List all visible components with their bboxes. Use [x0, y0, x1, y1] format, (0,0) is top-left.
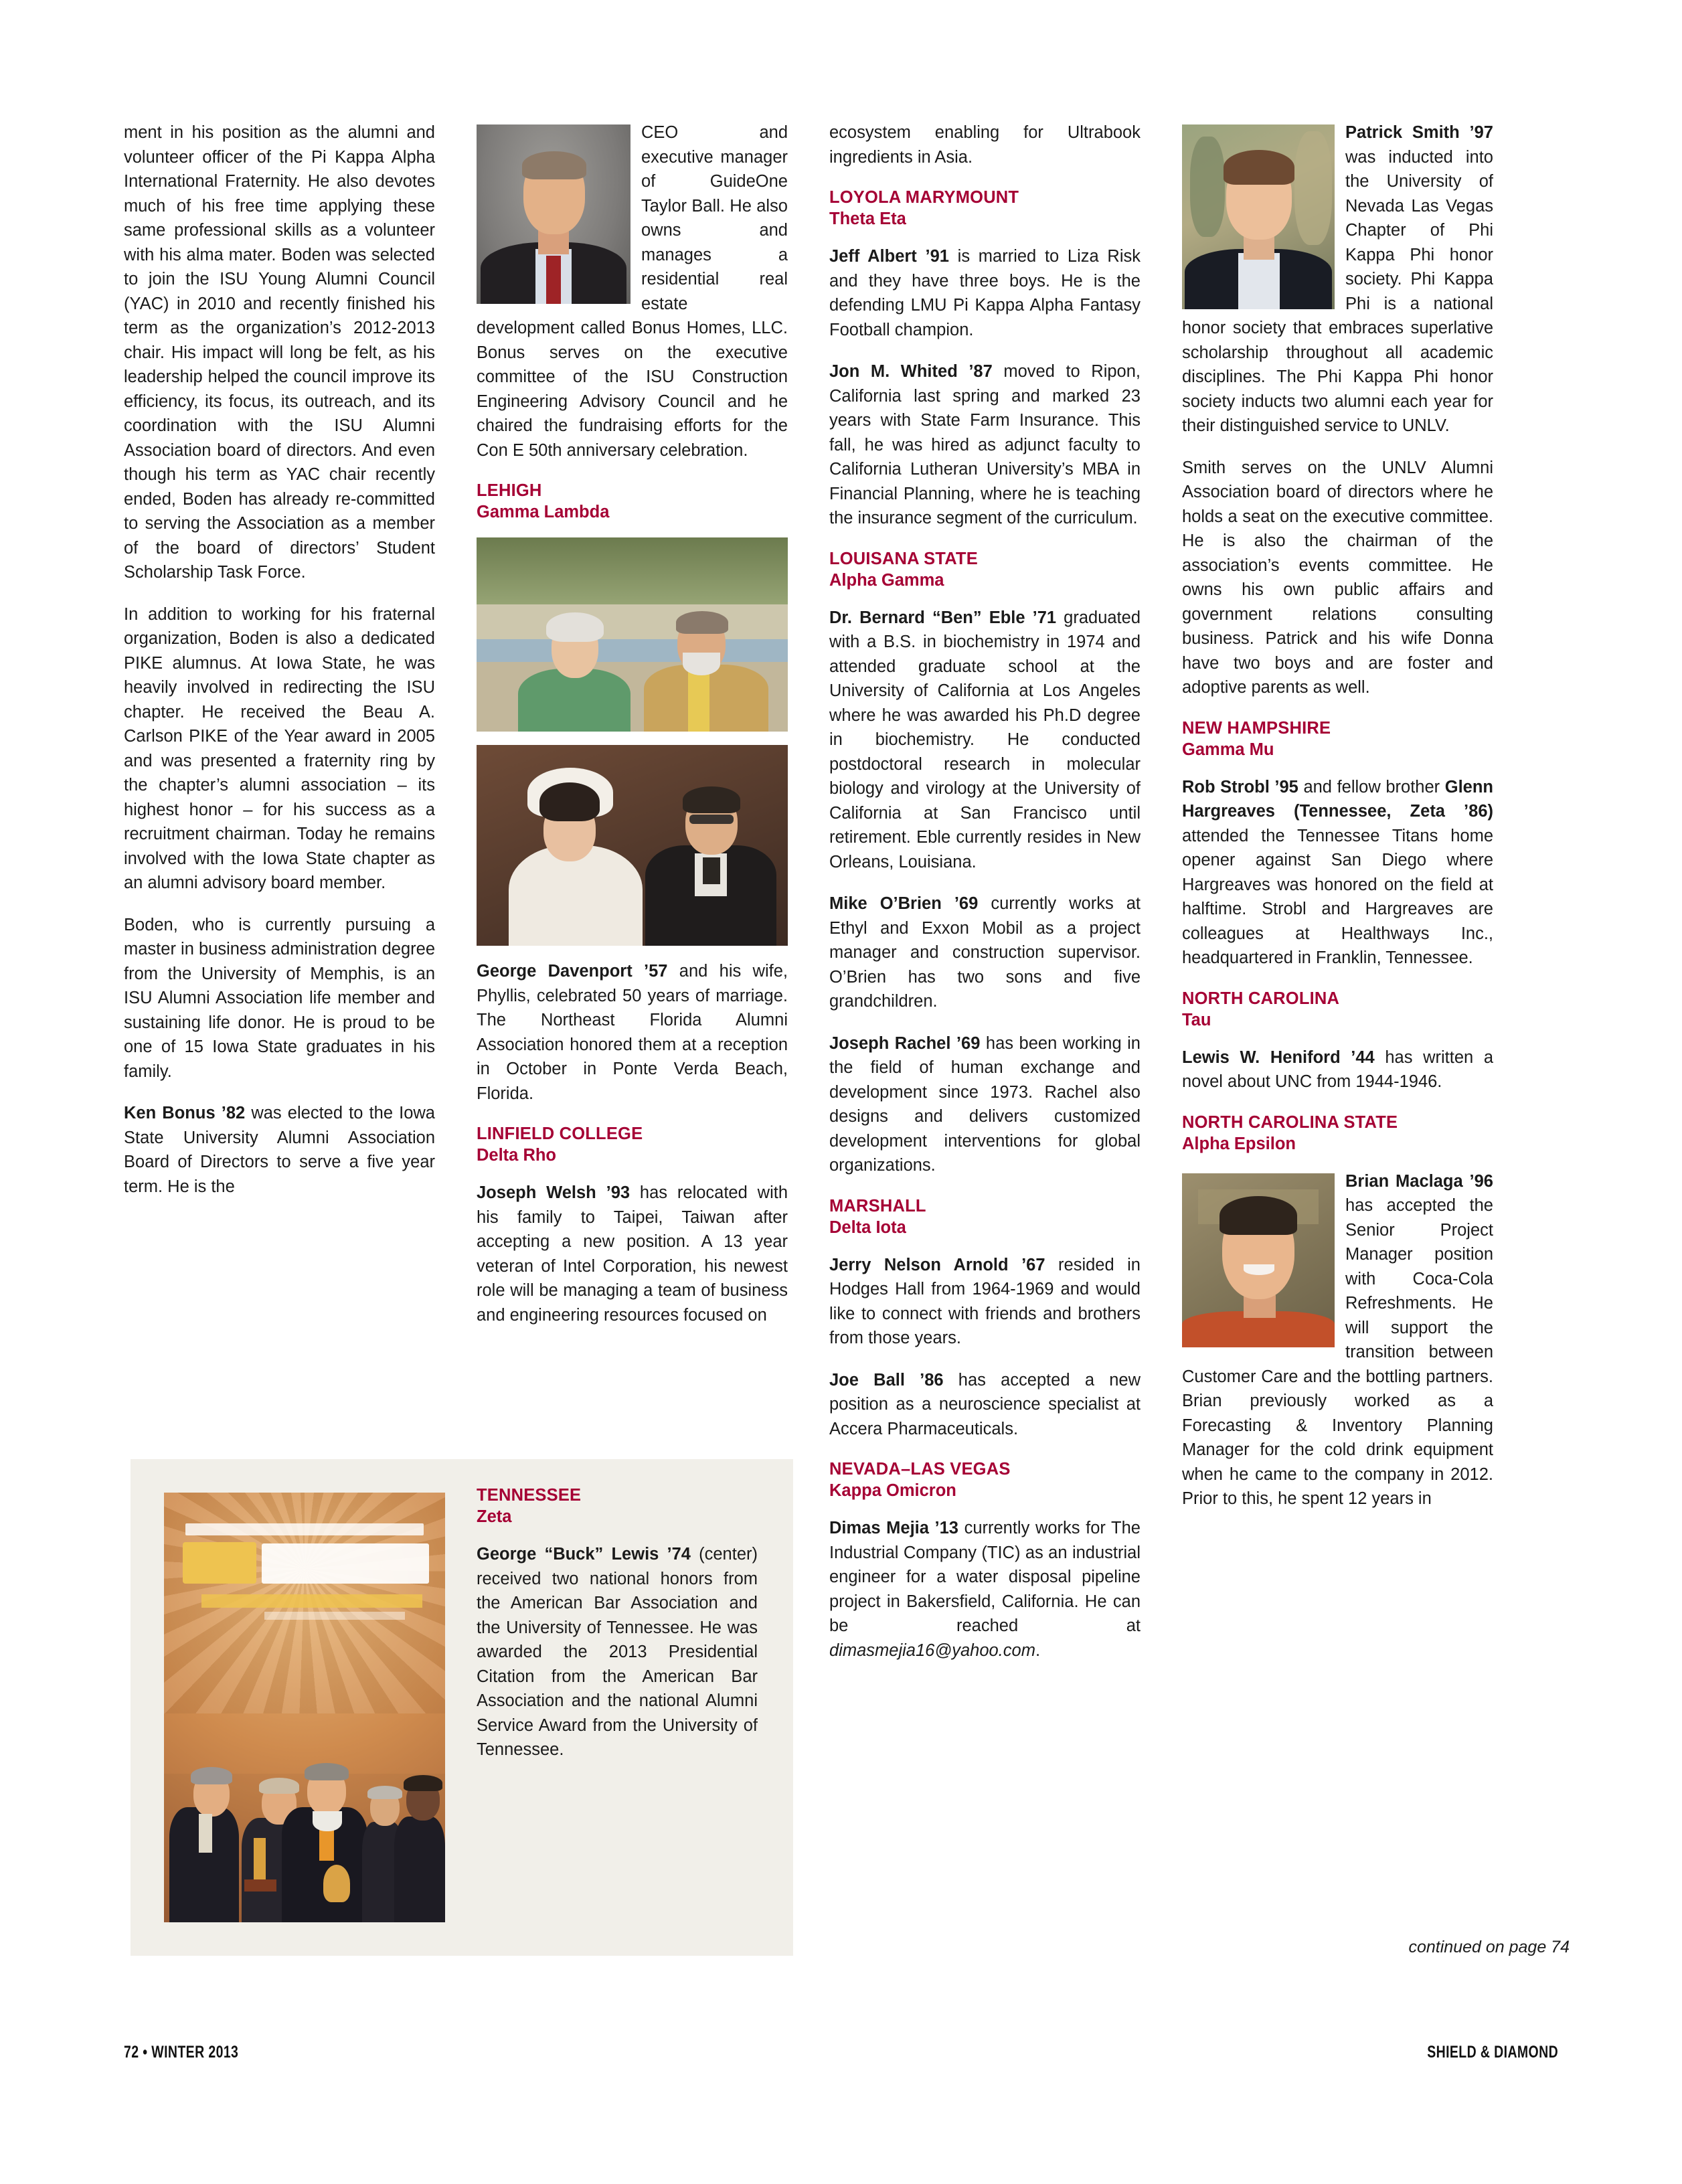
- chapter-heading-lehigh: [477, 480, 788, 523]
- paragraph-text: attended the Tennessee Titans home opener against San Diego where Hargreaves was honored on the field at halftime. Strobl and Hargreaves are colleagues at Healthways Inc., headquartered in Franklin, Tennessee.: [1182, 826, 1493, 967]
- paragraph: In addition to working for his fraternal organization, Boden is also a dedicated PIKE alumnus. At Iowa State, he was heavily involved in redirecting the ISU chapter. He received the Beau A. Carlson PIKE of the Year award in 2005 and was presented a fraternity ring by the chapter’s alumni association – its highest honor – for his success as a recruitment chairman. Today he remains involved with the Iowa State chapter as an alumni advisory board member.: [124, 604, 435, 892]
- paragraph: [829, 892, 1141, 1014]
- photo-banner-text: [185, 1523, 424, 1535]
- chapter-greek: Theta Eta: [829, 209, 906, 228]
- chapter-greek: Delta Iota: [829, 1217, 906, 1237]
- paragraph-text: graduated with a B.S. in biochemistry in 1974 and attended graduate school at the University of California at Los Angeles where he was awarded his Ph.D degree in biochemistry. He conducted postdoctoral research in molecular biology and virology at the University of California at San Francisco until retirement. Eble currently resides in New Orleans, Louisiana.: [829, 608, 1141, 871]
- paragraph-text: was inducted into the University of Nevada Las Vegas Chapter of Phi Kappa Phi honor society. Phi Kappa Phi is a national honor society that embraces superlative scholarship throughout all academic disciplines. The Phi Kappa Phi honor society inducts two alumni each year for their distinguished service to UNLV.: [1182, 147, 1493, 435]
- paragraph: Smith serves on the UNLV Alumni Association board of directors where he holds a seat on the executive committee. He is also the chairman of the association’s events committee. He owns his own public affairs and government relations consulting business. Patrick and his wife Donna have two boys and are foster and adoptive parents as well.: [1182, 458, 1493, 697]
- page-number-footer: 72 • WINTER 2013: [124, 2043, 239, 2062]
- paragraph: [477, 1542, 758, 1762]
- alumnus-name: Joseph Rachel ’69: [829, 1033, 981, 1053]
- paragraph: [124, 1101, 435, 1199]
- continued-note: continued on page 74: [1408, 1938, 1570, 1956]
- chapter-school: LOUISANA STATE: [829, 549, 978, 568]
- alumnus-name: Rob Strobl ’95: [1182, 777, 1298, 796]
- ken-bonus-photo: [477, 124, 630, 304]
- paragraph: ecosystem enabling for Ultrabook ingredients in Asia.: [829, 123, 1141, 167]
- paragraph: [829, 1253, 1141, 1351]
- chapter-school: NORTH CAROLINA STATE: [1182, 1112, 1398, 1132]
- paragraph: [829, 1516, 1141, 1663]
- paragraph-text: moved to Ripon, California last spring and marked 23 years with State Farm Insurance. This fall, he was hired as adjunct faculty to California Lutheran University’s MBA in Financial Planning, where he is teaching the insurance segment of the curriculum.: [829, 362, 1141, 527]
- paragraph-text: has accepted a new position as a neuroscience specialist at Accera Pharmaceuticals.: [829, 1370, 1141, 1438]
- paragraph: [477, 959, 788, 1106]
- chapter-heading-tennessee: [477, 1485, 758, 1527]
- email-address: dimasmejia16@yahoo.com: [829, 1641, 1035, 1660]
- paragraph-text: has been working in the field of human exchange and development since 1973. Rachel also designs and delivers customized development interventions for global organizations.: [829, 1033, 1141, 1175]
- paragraph-text: resided in Hodges Hall from 1964-1969 and would like to connect with friends and brothers from those years.: [829, 1255, 1141, 1347]
- chapter-school: LINFIELD COLLEGE: [477, 1124, 643, 1143]
- chapter-school: LEHIGH: [477, 481, 542, 500]
- davenport-wedding-photo: [477, 745, 788, 946]
- tennessee-feature-box: [131, 1459, 793, 1956]
- alumnus-name: Lewis W. Heniford ’44: [1182, 1047, 1375, 1067]
- chapter-heading-marshall: [829, 1195, 1141, 1238]
- alumnus-name: Jeff Albert ’91: [829, 247, 949, 266]
- paragraph-text: and fellow brother: [1298, 777, 1445, 796]
- paragraph: Boden, who is currently pursuing a master in business administration degree from the University of Memphis, is an ISU Alumni Association life member and sustaining life donor. He is proud to be one of 15 Iowa State graduates in his family.: [124, 915, 435, 1081]
- chapter-school: NEVADA–LAS VEGAS: [829, 1460, 1011, 1479]
- paragraph-text: has relocated with his family to Taipei, Taiwan after accepting a new position. A 13 year veteran of Intel Corporation, his newest role will be managing a team of business and engineering resources focused on: [477, 1183, 788, 1325]
- chapter-school: MARSHALL: [829, 1196, 926, 1215]
- column-1: [124, 120, 435, 1216]
- paragraph: ment in his position as the alumni and volunteer officer of the Pi Kappa Alpha International Fraternity. He also devotes much of his free time applying these same professional skills as a volunteer with his alma mater. Boden was selected to join the ISU Young Alumni Council (YAC) in 2010 and recently finished his term as the organization’s 2012-2013 chair. His impact will long be felt, as his leadership helped the council improve its efficiency, its focus, its outreach, and its coordination with the ISU Alumni Association board of directors. And even though his term as YAC chair recently ended, Boden has already re-committed to serving the Association as a member of the board of directors’ Student Scholarship Task Force.: [124, 123, 435, 582]
- alumnus-name: Joseph Welsh ’93: [477, 1183, 630, 1202]
- paragraph: [1182, 775, 1493, 971]
- alumnus-name: Patrick Smith ’97: [1345, 123, 1493, 142]
- alumnus-name: Brian Maclaga ’96: [1345, 1171, 1493, 1191]
- paragraph-text: currently works for The Industrial Company (TIC) as an industrial engineer for a water disposal pipeline project in Bakersfield, California. He can be reached at: [829, 1519, 1141, 1635]
- davenport-couple-photo: [477, 537, 788, 732]
- alumnus-name-2: Glenn Hargreaves (Tennessee, Zeta ’86): [1182, 777, 1493, 821]
- alumnus-name: Jon M. Whited ’87: [829, 362, 993, 381]
- paragraph-text: (center) received two national honors from the American Bar Association and the University of Tennessee. He was awarded the 2013 Presidential Citation from the American Bar Association and the national Alumni Service Award from the University of Tennessee.: [477, 1545, 758, 1759]
- chapter-heading-nevada-las-vegas: [829, 1458, 1141, 1501]
- chapter-greek: Kappa Omicron: [829, 1481, 956, 1500]
- chapter-heading-new-hampshire: [1182, 718, 1493, 760]
- alumnus-name: Ken Bonus ’82: [124, 1104, 246, 1122]
- chapter-greek: Alpha Epsilon: [1182, 1134, 1296, 1153]
- chapter-greek: Alpha Gamma: [829, 570, 944, 590]
- alumnus-name: Jerry Nelson Arnold ’67: [829, 1255, 1045, 1274]
- chapter-school: NORTH CAROLINA: [1182, 989, 1340, 1008]
- paragraph-text: and his wife, Phyllis, celebrated 50 years of marriage. The Northeast Florida Alumni Association honored them at a reception in October in Ponte Verda Beach, Florida.: [477, 962, 788, 1103]
- paragraph-text: is married to Liza Risk and they have three boys. He is the defending LMU Pi Kappa Alpha Fantasy Football champion.: [829, 247, 1141, 339]
- brian-maclaga-photo: [1182, 1173, 1335, 1347]
- column-3: [829, 120, 1141, 1663]
- paragraph-text: has written a novel about UNC from 1944-1946.: [1182, 1047, 1494, 1091]
- paragraph: [829, 1031, 1141, 1178]
- column-2: [477, 120, 788, 1327]
- chapter-greek: Delta Rho: [477, 1146, 557, 1165]
- paragraph-text: was elected to the Iowa State University Alumni Association Board of Directors to serve a five year term. He is the: [124, 1104, 435, 1196]
- chapter-heading-louisana-state: [829, 548, 1141, 591]
- alumnus-name: George “Buck” Lewis ’74: [477, 1545, 691, 1564]
- alumnus-name: Dimas Mejia ’13: [829, 1519, 958, 1537]
- paragraph-text: .: [1035, 1641, 1041, 1660]
- alumnus-name: Dr. Bernard “Ben” Eble ’71: [829, 608, 1057, 627]
- chapter-heading-nc-state: [1182, 1112, 1493, 1155]
- paragraph: [829, 244, 1141, 342]
- paragraph: [477, 1181, 788, 1327]
- column-4: [1182, 120, 1493, 1511]
- chapter-school: NEW HAMPSHIRE: [1182, 718, 1331, 738]
- alumnus-name: George Davenport ’57: [477, 962, 668, 981]
- tennessee-text-block: [477, 1485, 758, 1762]
- paragraph: [829, 606, 1141, 875]
- chapter-heading-linfield: [477, 1123, 788, 1166]
- alumnus-name: Mike O’Brien ’69: [829, 894, 979, 913]
- chapter-greek: Tau: [1182, 1010, 1211, 1029]
- paragraph: [1182, 1045, 1493, 1094]
- alumnus-name: Joe Ball ’86: [829, 1370, 944, 1390]
- paragraph-text: has accepted the Senior Project Manager position with Coca-Cola Refreshments. He will support the transition between Customer Care and the bottling partners. Brian previously worked as a Forecasting & Inventory Planning Manager for the cold drink equipment when he came to the company in 2012. Prior to this, he spent 12 years in: [1182, 1196, 1493, 1508]
- chapter-school: TENNESSEE: [477, 1486, 582, 1505]
- paragraph: [829, 1368, 1141, 1442]
- chapter-school: LOYOLA MARYMOUNT: [829, 188, 1019, 207]
- patrick-smith-photo: [1182, 124, 1335, 309]
- paragraph-text: currently works at Ethyl and Exxon Mobil as a project manager and construction supervisor. O’Brien has two sons and five grandchildren.: [829, 894, 1141, 1011]
- chapter-greek: Gamma Mu: [1182, 740, 1274, 759]
- paragraph: [829, 359, 1141, 531]
- chapter-heading-loyola: [829, 187, 1141, 230]
- chapter-greek: Zeta: [477, 1507, 512, 1526]
- chapter-heading-north-carolina: [1182, 988, 1493, 1031]
- chapter-greek: Gamma Lambda: [477, 503, 610, 521]
- publication-footer: SHIELD & DIAMOND: [1427, 2043, 1558, 2062]
- tennessee-award-photo: [164, 1493, 445, 1922]
- paragraph: CEO and executive manager of GuideOne Taylor Ball. He also owns and manages a residential real estate development called Bonus Homes, LLC. Bonus serves on the executive committee of the ISU Construction Engineering Advisory Council and he chaired the fundraising efforts for the Con E 50th anniversary celebration.: [477, 123, 788, 460]
